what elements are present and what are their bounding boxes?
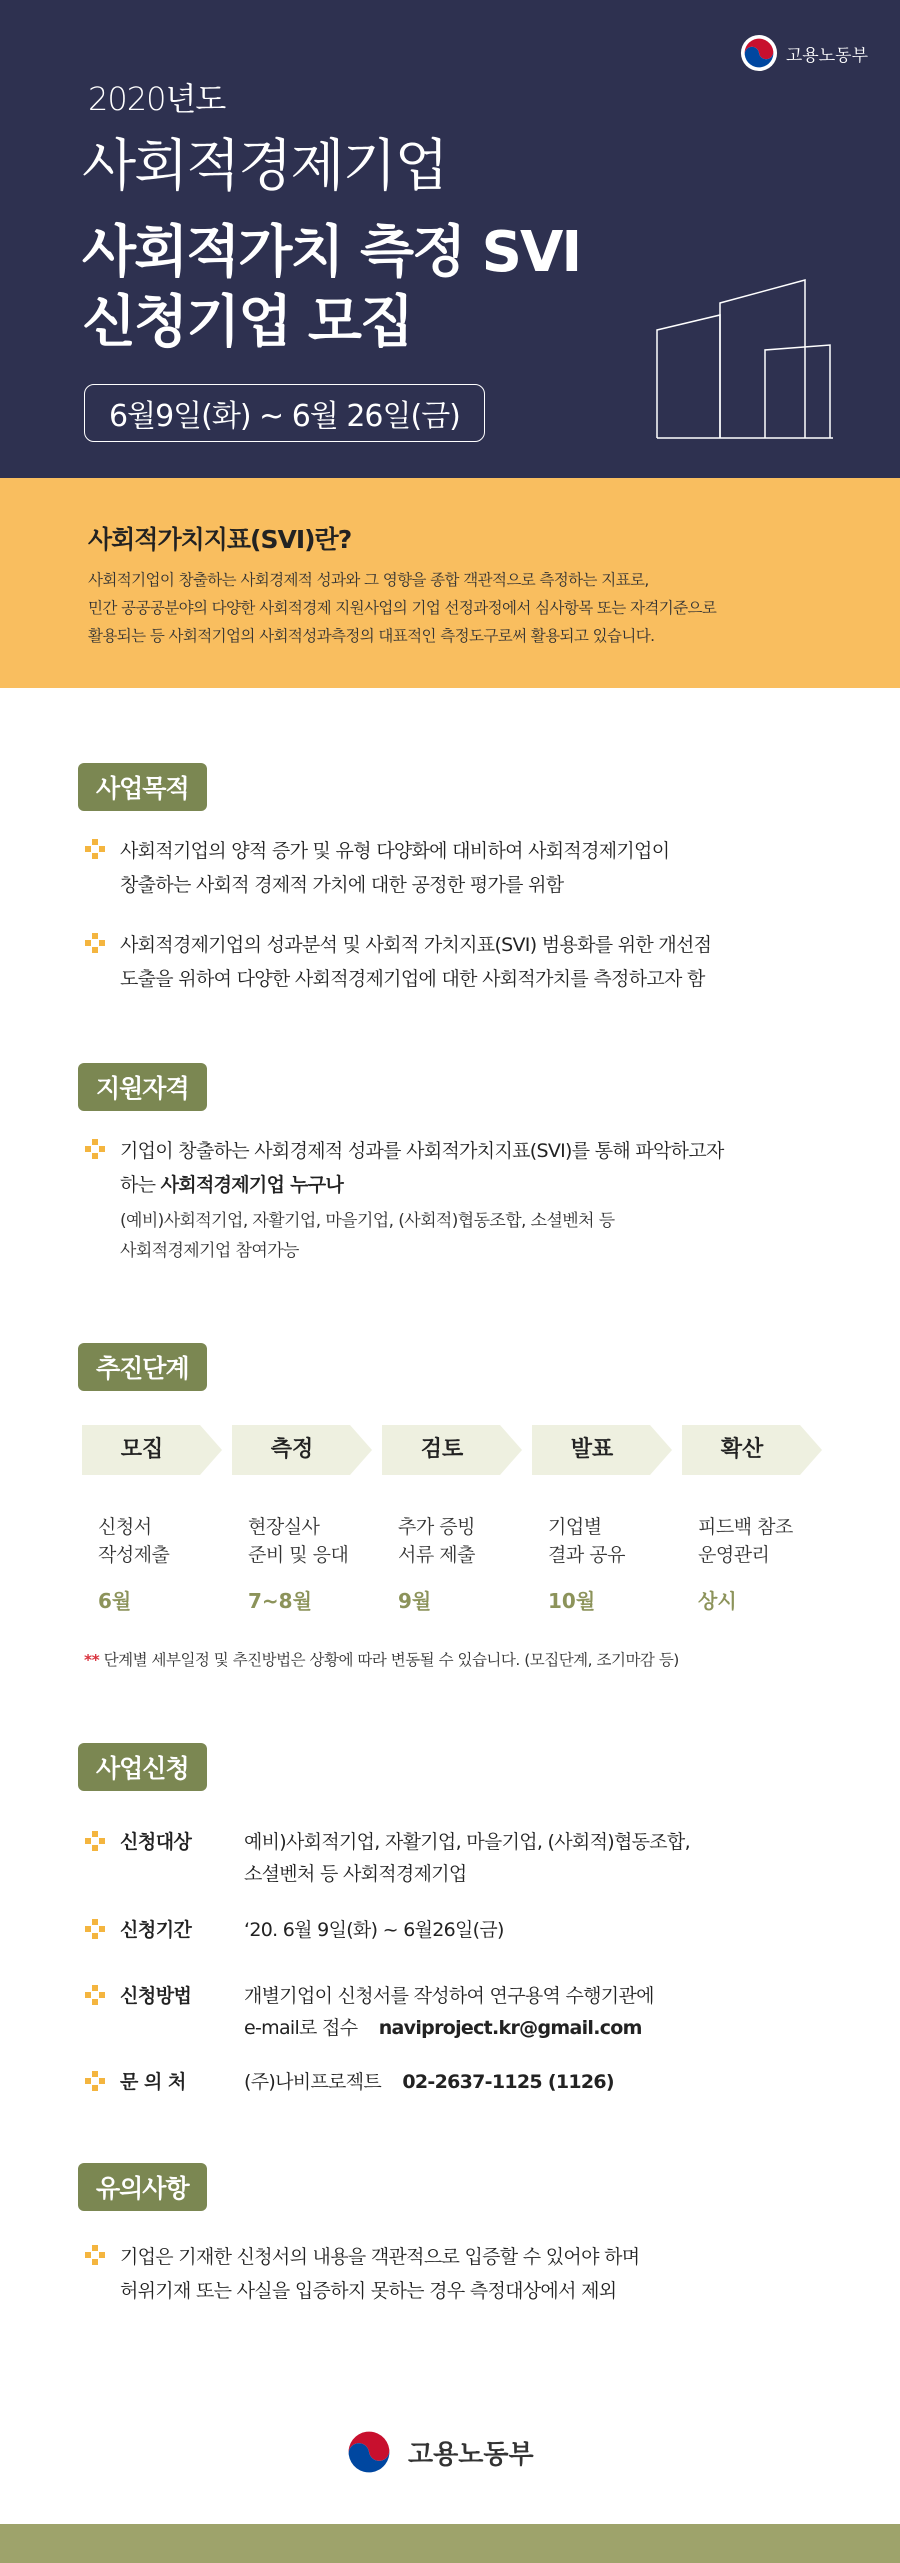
stage-time-1: 6월 <box>98 1589 132 1613</box>
application-contact <box>84 2066 614 2098</box>
stage-step-3 <box>382 1425 522 1475</box>
period-badge: 6월9일(화) ~ 6월 26일(금) <box>84 384 485 442</box>
purpose-bullet-1 <box>84 834 669 902</box>
footer-bar <box>0 2524 900 2563</box>
contact-org: (주)나비프로젝트 <box>244 2071 382 2093</box>
step-desc-line-1: 현장실사 <box>248 1516 320 1538</box>
building-illustration <box>655 275 835 440</box>
step-desc-line-2: 운영관리 <box>698 1544 770 1566</box>
stage-time-4: 10월 <box>548 1589 596 1613</box>
stage-flow <box>82 1425 842 1625</box>
eligibility-highlight: 사회적경제기업 누구나 <box>160 1174 344 1196</box>
purpose-1-line-2: 창출하는 사회적 경제적 가치에 대한 공정한 평가를 위함 <box>120 874 564 896</box>
section-tag-stages: 추진단계 <box>78 1343 207 1391</box>
bullet-diamond-icon <box>84 1830 106 1852</box>
note-text: 단계별 세부일정 및 추진방법은 상황에 따라 변동될 수 있습니다. (모집단계, 조기마감 등) <box>99 1651 679 1669</box>
eligibility-line-4: 사회적경제기업 참여가능 <box>120 1241 299 1261</box>
step-desc-line-1: 추가 증빙 <box>398 1516 475 1538</box>
svi-line-1: 사회적기업이 창출하는 사회경제적 성과와 그 영향을 종합 객관적으로 측정하는 지표로, <box>88 571 649 589</box>
eligibility-line-2 <box>120 1168 724 1202</box>
method-line-2 <box>244 2012 654 2044</box>
notice-line-2: 허위기재 또는 사실을 입증하지 못하는 경우 측정대상에서 제외 <box>120 2280 617 2302</box>
stage-step-2 <box>232 1425 372 1475</box>
svi-description <box>88 566 848 650</box>
stage-desc-5 <box>698 1513 793 1569</box>
bullet-diamond-icon <box>84 838 106 860</box>
svi-line-3: 활용되는 등 사회적기업의 사회적성과측정의 대표적인 측정도구로써 활용되고 있습니다. <box>88 627 655 645</box>
stage-step-1 <box>82 1425 222 1475</box>
ministry-logo-bottom <box>342 2425 534 2479</box>
stage-desc-3 <box>398 1513 475 1569</box>
notice-line-1: 기업은 기재한 신청서의 내용을 객관적으로 입증할 수 있어야 하며 <box>120 2246 640 2268</box>
title-line-2: 사회적가치 측정 SVI <box>82 220 581 285</box>
stage-note <box>84 1648 679 1670</box>
note-asterisk: ** <box>84 1651 100 1669</box>
section-tag-notice: 유의사항 <box>78 2163 207 2211</box>
stage-desc-1 <box>98 1513 169 1569</box>
stage-step-4 <box>532 1425 672 1475</box>
step-desc-line-1: 피드백 참조 <box>698 1516 793 1538</box>
ministry-name-footer: 고용노동부 <box>408 2439 534 2470</box>
bullet-diamond-icon <box>84 1138 106 1160</box>
step-name: 발표 <box>570 1437 614 1462</box>
stage-time-5: 상시 <box>698 1589 737 1613</box>
purpose-2-line-1: 사회적경제기업의 성과분석 및 사회적 가치지표(SVI) 범용화를 위한 개선점 <box>120 934 712 956</box>
step-desc-line-1: 기업별 <box>548 1516 602 1538</box>
bullet-diamond-icon <box>84 1984 106 2006</box>
ministry-name: 고용노동부 <box>785 45 868 66</box>
contact-label: 문 의 처 <box>120 2071 186 2093</box>
method-line-1: 개별기업이 신청서를 작성하여 연구용역 수행기관에 <box>244 1985 654 2007</box>
bullet-diamond-icon <box>84 1918 106 1940</box>
application-target <box>84 1826 690 1890</box>
stage-desc-2 <box>248 1513 348 1569</box>
section-tag-purpose: 사업목적 <box>78 763 207 811</box>
year-label: 2020년도 <box>88 80 226 118</box>
ministry-logo-top <box>740 34 868 72</box>
eligibility-line-3: (예비)사회적기업, 자활기업, 마을기업, (사회적)협동조합, 소셜벤처 등 <box>120 1211 615 1231</box>
step-name: 확산 <box>720 1437 764 1462</box>
contact-phone[interactable]: 02-2637-1125 (1126) <box>402 2071 614 2093</box>
title-line-3: 신청기업 모집 <box>82 290 413 355</box>
period-value: ‘20. 6월 9일(화) ~ 6월26일(금) <box>244 1919 504 1941</box>
section-tag-eligibility: 지원자격 <box>78 1063 207 1111</box>
contact-email[interactable]: naviproject.kr@gmail.com <box>378 2017 642 2039</box>
method-label: 신청방법 <box>120 1985 192 2007</box>
step-desc-line-2: 작성제출 <box>98 1544 170 1566</box>
section-tag-application: 사업신청 <box>78 1743 207 1791</box>
bullet-diamond-icon <box>84 2244 106 2266</box>
method-email-prefix: e-mail로 접수 <box>244 2017 358 2039</box>
purpose-2-line-2: 도출을 위하여 다양한 사회적경제기업에 대한 사회적가치를 측정하고자 함 <box>120 968 705 990</box>
purpose-1-line-1: 사회적기업의 양적 증가 및 유형 다양화에 대비하여 사회적경제기업이 <box>120 840 670 862</box>
step-name: 측정 <box>270 1437 314 1462</box>
step-desc-line-2: 준비 및 응대 <box>248 1544 349 1566</box>
notice-bullet <box>84 2240 639 2308</box>
eligibility-line-2-prefix: 하는 <box>120 1174 161 1196</box>
stage-time-3: 9월 <box>398 1589 432 1613</box>
step-name: 검토 <box>420 1437 464 1462</box>
target-line-2: 소셜벤처 등 사회적경제기업 <box>244 1863 467 1885</box>
taegeuk-icon <box>342 2425 396 2479</box>
step-desc-line-2: 서류 제출 <box>398 1544 475 1566</box>
svi-line-2: 민간 공공공분야의 다양한 사회적경제 지원사업의 기업 선정과정에서 심사항목 또는 자격기준으로 <box>88 599 717 617</box>
eligibility-line-1: 기업이 창출하는 사회경제적 성과를 사회적가치지표(SVI)를 통해 파악하고자 <box>120 1140 724 1162</box>
application-method <box>84 1980 654 2044</box>
step-desc-line-2: 결과 공유 <box>548 1544 625 1566</box>
step-name: 모집 <box>120 1437 164 1462</box>
purpose-bullet-2 <box>84 928 711 996</box>
title-line-1: 사회적경제기업 <box>82 134 447 199</box>
svi-title: 사회적가치지표(SVI)란? <box>88 525 352 554</box>
period-label: 신청기간 <box>120 1919 192 1941</box>
taegeuk-icon <box>740 34 778 72</box>
target-label: 신청대상 <box>120 1831 192 1853</box>
bullet-diamond-icon <box>84 932 106 954</box>
bullet-diamond-icon <box>84 2070 106 2092</box>
stage-desc-4 <box>548 1513 625 1569</box>
stage-time-2: 7~8월 <box>248 1589 312 1613</box>
stage-step-5 <box>682 1425 822 1475</box>
eligibility-bullet <box>84 1134 724 1266</box>
step-desc-line-1: 신청서 <box>98 1516 152 1538</box>
target-line-1: 예비)사회적기업, 자활기업, 마을기업, (사회적)협동조합, <box>244 1831 690 1853</box>
application-period <box>84 1914 504 1946</box>
